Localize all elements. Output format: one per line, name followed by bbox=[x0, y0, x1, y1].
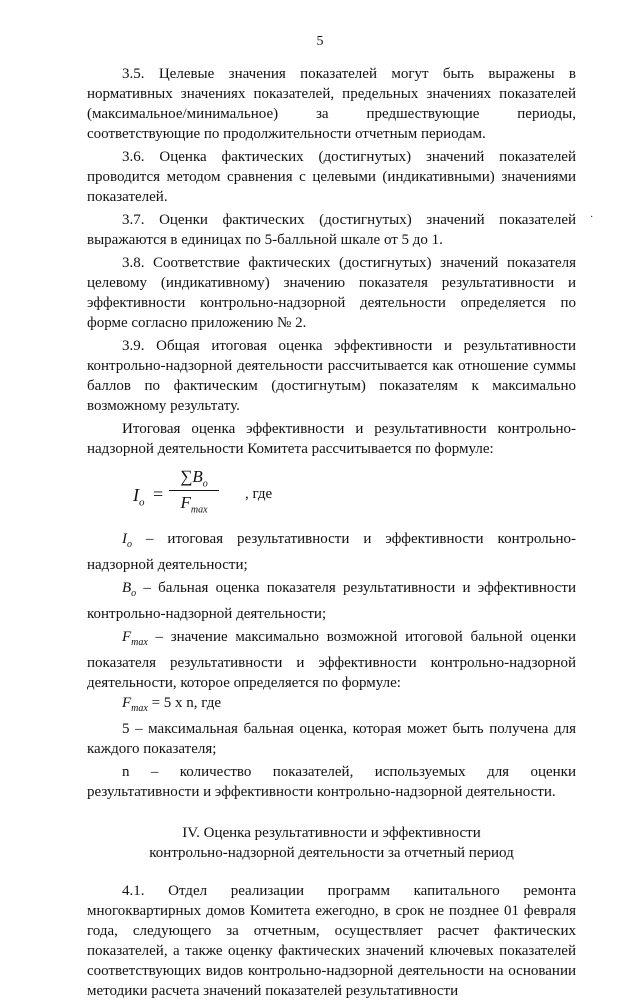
formula-denominator: $F_{max}$ bbox=[180, 493, 208, 516]
paragraph-3-6: 3.6. Оценка фактических (достигнутых) значений показателей проводится методом сравнения с целевыми (индикативными) значениями показателей. bbox=[87, 149, 576, 205]
paragraph-3-9: 3.9. Общая итоговая оценка эффективности и результативности контрольно-надзорной деятельности рассчитывается как отношение суммы баллов по фактическим (достигнутым) показателям к максимально возможному результату. bbox=[87, 338, 576, 414]
document-body bbox=[87, 64, 576, 1001]
fmax-formula: $F_{max} = 5$ x n, где bbox=[122, 695, 221, 714]
margin-mark: · bbox=[590, 212, 594, 223]
section-4-heading-line1: IV. Оценка результативности и эффективности bbox=[182, 825, 481, 841]
section-4-heading-line2: контрольно-надзорной деятельности за отчетный период bbox=[149, 845, 514, 861]
efficiency-formula bbox=[87, 467, 576, 525]
paragraph-3-8: 3.8. Соответствие фактических (достигнутых) значений показателя целевому (индикативному) значению показателя результативности и эффективности контрольно-надзорной деятельности определяется по форме согласно приложению № 2. bbox=[87, 255, 576, 331]
formula-numerator: $\sum B_o$ bbox=[169, 467, 219, 491]
page-number: 5 bbox=[316, 34, 324, 49]
formula-where: , где bbox=[245, 486, 273, 502]
paragraph-formula-intro: Итоговая оценка эффективности и результативности контрольно-надзорной деятельности Комитета рассчитывается по формуле: bbox=[87, 421, 576, 457]
definition-io: $I_o$ – итоговая результативности и эффективности контрольно-надзорной деятельности; bbox=[87, 531, 576, 573]
definition-n: n – количество показателей, используемых для оценки результативности и эффективности контрольно-надзорной деятельности. bbox=[87, 764, 576, 800]
paragraph-4-1: 4.1. Отдел реализации программ капитального ремонта многоквартирных домов Комитета ежегодно, в срок не позднее 01 февраля года, следующего за отчетным, осуществляет расчет фактических показателей, а также оценку фактических значений ключевых показателей соответствующих видов контрольно-надзорной деятельности на основании методики расчета значений показателей результативности bbox=[87, 883, 576, 999]
formula-equals: = bbox=[153, 484, 164, 504]
definition-bo: $B_o$ – бальная оценка показателя результативности и эффективности контрольно-надзорной деятельности; bbox=[87, 580, 576, 622]
definition-fmax: $F_{max}$ – значение максимально возможной итоговой бальной оценки показателя результативности и эффективности контрольно-надзорной деятельности, которое определяется по формуле: bbox=[87, 629, 576, 691]
formula-lhs: $I_o$ bbox=[133, 485, 145, 509]
paragraph-3-7: 3.7. Оценки фактических (достигнутых) значений показателей выражаются в единицах по 5-балльной шкале от 5 до 1. bbox=[87, 212, 576, 248]
paragraph-3-5: 3.5. Целевые значения показателей могут быть выражены в нормативных значениях показателей, предельных значениях показателей (максимальное/минимальное) за предшествующие периоды, соответствующие по продолжительности отчетным периодам. bbox=[87, 66, 576, 142]
section-4-heading bbox=[87, 823, 576, 863]
definition-five: 5 – максимальная бальная оценка, которая может быть получена для каждого показателя; bbox=[87, 721, 576, 757]
formula-fraction bbox=[169, 467, 219, 516]
